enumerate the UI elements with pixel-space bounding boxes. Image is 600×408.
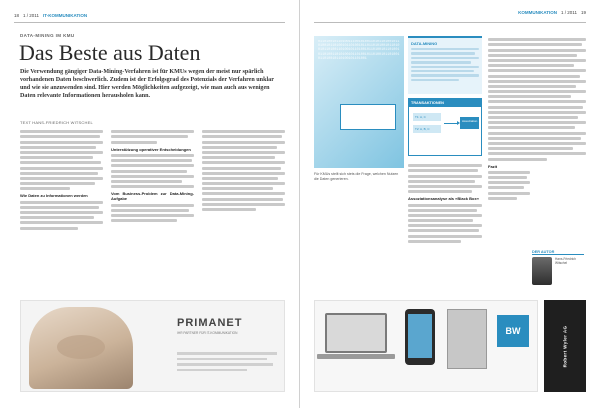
text-block xyxy=(111,130,194,143)
body-columns xyxy=(20,128,285,232)
subheading: Fazit xyxy=(488,163,498,169)
server-icon xyxy=(447,309,487,369)
advert-logo: BW xyxy=(497,315,529,347)
arrow-icon xyxy=(444,123,458,124)
subheading: Unterstützung operativer Entscheidungen xyxy=(111,146,191,152)
text-block xyxy=(111,204,194,223)
subheading: Vom Business-Problem zur Data-Mining-Aufgabe xyxy=(111,191,194,202)
article-title: Das Beste aus Daten xyxy=(19,40,201,65)
section-tag: KOMMUNIKATION xyxy=(518,10,558,15)
right-page xyxy=(300,0,600,408)
author-photo xyxy=(532,257,552,285)
text-block xyxy=(488,171,530,200)
info-box xyxy=(408,36,482,94)
info-box-title: DATA-MINING xyxy=(411,41,438,46)
page-number: 18 xyxy=(14,12,20,18)
page-header xyxy=(14,10,285,20)
author-heading: DER AUTOR xyxy=(532,250,584,255)
text-block xyxy=(408,164,482,193)
text-block xyxy=(202,130,285,211)
text-block xyxy=(488,38,586,160)
advertisement[interactable] xyxy=(314,300,538,392)
feature-image xyxy=(314,36,404,168)
transaction-row: T2: A, B, C xyxy=(413,125,441,133)
transactions-diagram xyxy=(408,98,482,156)
header-rule xyxy=(14,22,285,23)
text-block xyxy=(20,201,103,230)
body-column-2 xyxy=(488,36,586,202)
article-kicker: DATA-MINING IM KMU xyxy=(20,33,75,38)
text-block xyxy=(20,130,103,190)
body-column-2 xyxy=(111,128,194,232)
phone-icon xyxy=(405,309,435,365)
issue-number: 1 / 2011 xyxy=(23,12,39,18)
body-column-3 xyxy=(202,128,285,232)
header-rule xyxy=(314,22,586,23)
page-header xyxy=(314,10,586,20)
page-number: 19 xyxy=(580,10,586,15)
advert-photo xyxy=(29,307,133,389)
figure-caption: Für KMUs stellt sich stets die Frage, welchen Nutzen die Daten generieren. xyxy=(314,172,399,181)
advert-tagline: IHR PARTNER FÜR IT-KOMMUNIKATION xyxy=(177,331,238,335)
advert-copy xyxy=(177,349,277,374)
subheading: Assoziationsanalyse als »Black Box« xyxy=(408,196,479,202)
advertisement[interactable] xyxy=(20,300,285,392)
body-column-1 xyxy=(408,162,482,245)
info-box-text xyxy=(411,48,479,81)
issue-number: 1 / 2011 xyxy=(561,10,577,15)
binary-pattern: 0110100101101001110010100110101101001011010010110100101101001011011010100101101001011010011010010110100101101001011010010110100110101001011010010110100101101001011010010110100101101001 xyxy=(318,40,400,61)
text-block xyxy=(408,204,482,243)
article-byline: TEXT HANS-FRIEDRICH WITSCHEL xyxy=(20,120,93,125)
author-name: Hans-Friedrich Witschel xyxy=(555,257,576,265)
diagram-result: Assoziation xyxy=(460,117,479,129)
body-column-1 xyxy=(20,128,103,232)
text-block xyxy=(111,154,194,188)
advert-brand: PRIMANET xyxy=(177,317,243,329)
section-tag: IT-KOMMUNIKATION xyxy=(42,12,88,18)
side-advertisement[interactable] xyxy=(544,300,586,392)
image-overlay-box xyxy=(340,104,396,130)
diagram-title: TRANSAKTIONEN xyxy=(409,99,481,107)
transaction-row: T1: A, C xyxy=(413,113,441,121)
side-advert-text: Robert Wyler AG xyxy=(562,325,568,367)
article-lead: Die Verwendung gängiger Data-Mining-Verfahren ist für KMUs wegen der meist nur spärlich vorhandenen Daten beschwerlich. Zudem ist der Erfolgsgrad des Potenzials der Verfahren unklar und wie sie anzuwenden sind. Hier werden Möglichkeiten aufgezeigt, wie man auch aus wenigen Daten relevante Informationen herausholen kann. xyxy=(20,69,274,99)
subheading: Wie Daten zu Informationen werden xyxy=(20,193,88,199)
laptop-icon xyxy=(325,313,387,353)
